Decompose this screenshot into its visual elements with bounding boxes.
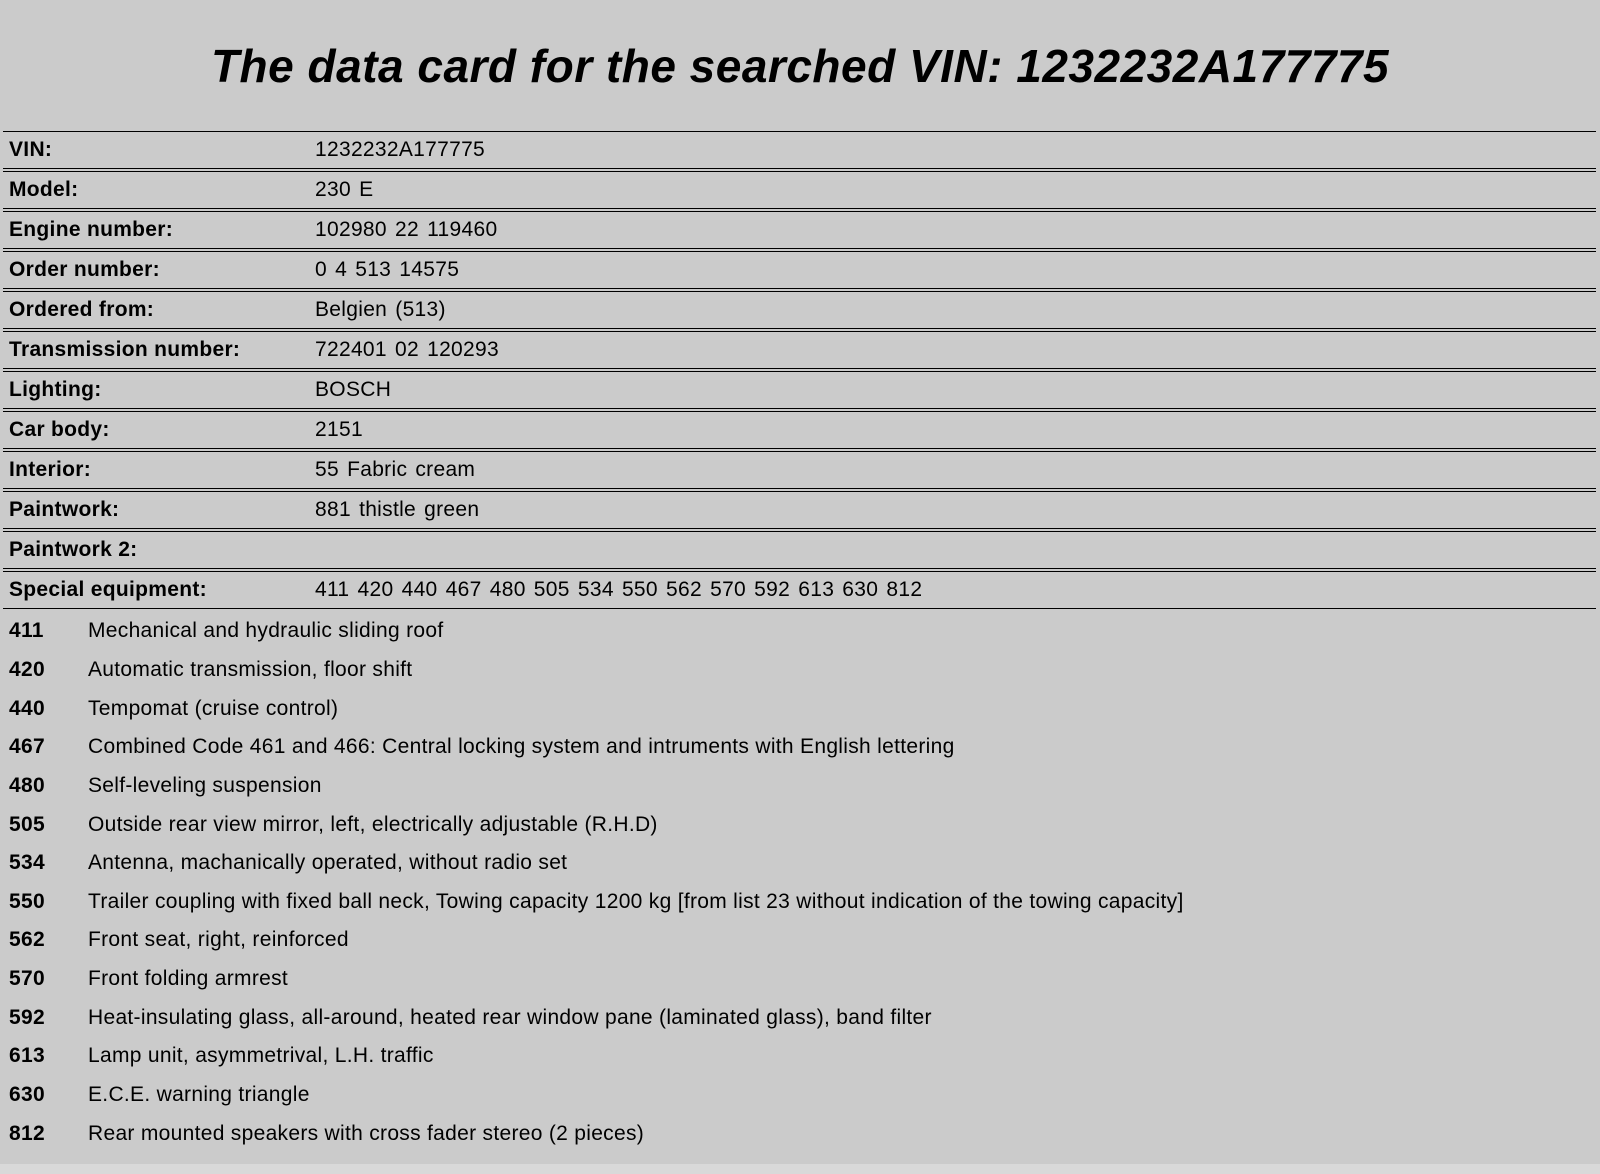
equipment-description: Mechanical and hydraulic sliding roof — [88, 619, 444, 643]
equipment-code: 411 — [9, 619, 44, 643]
equipment-item — [3, 921, 1596, 960]
field-label: Lighting: — [9, 378, 102, 401]
equipment-description: Front folding armrest — [88, 967, 289, 991]
field-value: 881 thistle green — [315, 498, 480, 521]
field-value: Belgien (513) — [315, 298, 446, 321]
equipment-code: 440 — [9, 696, 45, 720]
equipment-item — [3, 805, 1596, 844]
field-label: Order number: — [9, 258, 160, 281]
equipment-item — [3, 728, 1596, 767]
field-value: 55 Fabric cream — [315, 458, 476, 481]
equipment-description: Rear mounted speakers with cross fader stereo (2 pieces) — [88, 1121, 645, 1145]
data-card-row — [3, 211, 1596, 249]
data-card-row — [3, 371, 1596, 409]
field-value: 1232232A177775 — [315, 138, 486, 161]
equipment-code: 592 — [9, 1005, 45, 1029]
field-label: Special equipment: — [9, 578, 207, 601]
field-value: 102980 22 119460 — [315, 218, 498, 241]
equipment-item — [3, 882, 1596, 921]
data-card-row — [3, 531, 1596, 569]
data-card-table — [3, 131, 1596, 609]
field-value: 722401 02 120293 — [315, 338, 499, 361]
equipment-code: 630 — [9, 1083, 45, 1106]
field-label: VIN: — [9, 138, 53, 161]
equipment-item — [3, 960, 1596, 999]
data-card-row — [3, 171, 1596, 209]
data-card-row — [3, 131, 1596, 169]
data-card-row — [3, 251, 1596, 289]
equipment-code: 420 — [9, 657, 45, 681]
field-value: 0 4 513 14575 — [315, 258, 460, 281]
field-label: Transmission number: — [9, 338, 241, 361]
equipment-description: Antenna, machanically operated, without radio set — [88, 851, 568, 875]
data-card-row — [3, 451, 1596, 489]
field-value: 2151 — [315, 418, 363, 441]
field-value: 411 420 440 467 480 505 534 550 562 570 592 613 630 812 — [315, 578, 923, 601]
equipment-item — [3, 651, 1596, 690]
equipment-code: 505 — [9, 812, 45, 836]
page-title: The data card for the searched VIN: 1232232A177775 — [210, 39, 1390, 92]
equipment-item — [3, 998, 1596, 1037]
equipment-code: 613 — [9, 1044, 45, 1068]
data-card-row — [3, 291, 1596, 329]
equipment-description: Heat-insulating glass, all-around, heated rear window pane (laminated glass), band filter — [88, 1005, 932, 1029]
equipment-description: Tempomat (cruise control) — [88, 696, 339, 720]
equipment-code: 812 — [9, 1121, 45, 1145]
equipment-description: Automatic transmission, floor shift — [88, 657, 413, 681]
equipment-item — [3, 767, 1596, 806]
field-value: BOSCH — [315, 378, 392, 401]
equipment-code: 570 — [9, 967, 45, 991]
field-value: 230 E — [315, 178, 374, 201]
equipment-code: 562 — [9, 928, 45, 952]
field-label: Ordered from: — [9, 298, 155, 321]
equipment-description: Trailer coupling with fixed ball neck, Towing capacity 1200 kg [from list 23 without indication of the towing capacity] — [88, 889, 1184, 913]
equipment-code: 480 — [9, 773, 45, 797]
equipment-item — [3, 844, 1596, 883]
equipment-item — [3, 1076, 1596, 1115]
equipment-description: Combined Code 461 and 466: Central locking system and intruments with English lettering — [88, 735, 955, 759]
field-label: Interior: — [9, 458, 92, 481]
special-equipment-list — [3, 612, 1596, 1153]
field-label: Engine number: — [9, 218, 174, 241]
data-card-row — [3, 571, 1596, 609]
equipment-description: Lamp unit, asymmetrival, L.H. traffic — [88, 1044, 434, 1068]
equipment-code: 550 — [9, 889, 45, 913]
equipment-item — [3, 1114, 1596, 1153]
field-label: Model: — [9, 178, 79, 201]
field-label: Car body: — [9, 418, 110, 441]
equipment-code: 534 — [9, 851, 45, 875]
equipment-description: Self-leveling suspension — [88, 773, 322, 797]
equipment-item — [3, 689, 1596, 728]
data-card-row — [3, 411, 1596, 449]
equipment-item — [3, 612, 1596, 651]
equipment-description: Front seat, right, reinforced — [88, 928, 349, 952]
page-bottom-strip — [0, 1164, 1600, 1174]
data-card-row — [3, 491, 1596, 529]
equipment-description: E.C.E. warning triangle — [88, 1083, 310, 1106]
equipment-code: 467 — [9, 735, 45, 759]
equipment-item — [3, 1037, 1596, 1076]
data-card-row — [3, 331, 1596, 369]
field-label: Paintwork 2: — [9, 538, 138, 561]
equipment-description: Outside rear view mirror, left, electrically adjustable (R.H.D) — [88, 812, 658, 836]
field-label: Paintwork: — [9, 498, 120, 521]
